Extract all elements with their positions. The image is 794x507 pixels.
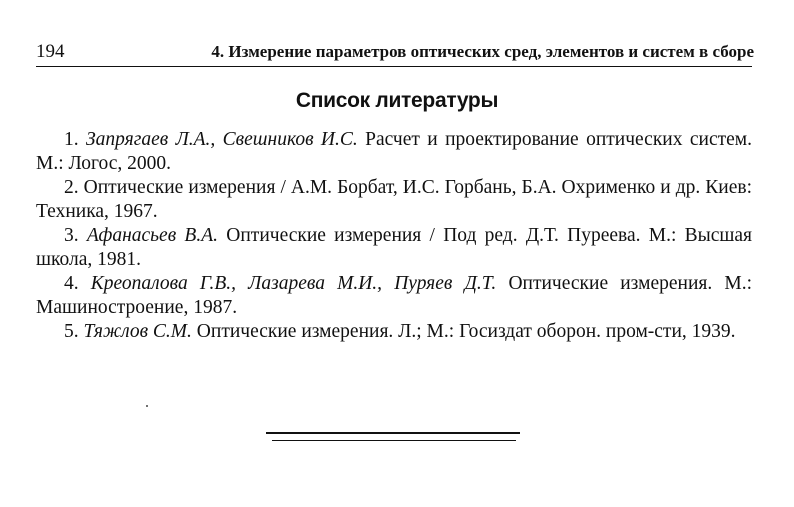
reference-text: Оптические измерения. Л.; М.: Госиздат оборон. пром-сти, 1939. [196,321,736,342]
reference-list [36,128,752,344]
reference-authors: Запрягаев Л.А., Свешников И.С. [86,129,358,150]
running-header [36,40,754,66]
reference-authors: Креопалова Г.В., Лазарева М.И., Пуряев Д.Т. [90,273,497,294]
reference-item [36,272,752,320]
reference-number: 4. [64,273,79,294]
reference-text: Оптические измерения. М.: Машиностроение, 1987. [36,273,753,318]
reference-authors: Афанасьев В.А. [86,225,219,246]
reference-text: Расчет и проектирование оптических систем. М.: Логос, 2000. [36,129,752,174]
reference-number: 3. [64,225,79,246]
reference-item [36,320,752,344]
section-title: Список литературы [295,89,499,112]
print-speck [146,405,148,407]
reference-number: 1. [64,129,79,150]
header-rule [36,66,752,67]
reference-text: Оптические измерения / Под ред. Д.Т. Пуреева. М.: Высшая школа, 1981. [36,225,753,270]
running-title: 4. Измерение параметров оптических сред, элементов и систем в сборе [211,42,754,61]
reference-item [36,176,752,224]
reference-number: 5. [64,321,79,342]
reference-item [36,224,752,272]
reference-number: 2. [64,177,79,198]
end-rule-thin [272,440,516,441]
reference-authors: Тяжлов С.М. [83,321,192,342]
reference-text: Оптические измерения / А.М. Борбат, И.С. Горбань, Б.А. Охрименко и др. Киев: Техника, 1967. [36,177,752,222]
reference-item [36,128,752,176]
page-number: 194 [36,41,65,62]
end-rule-thick [266,432,520,434]
